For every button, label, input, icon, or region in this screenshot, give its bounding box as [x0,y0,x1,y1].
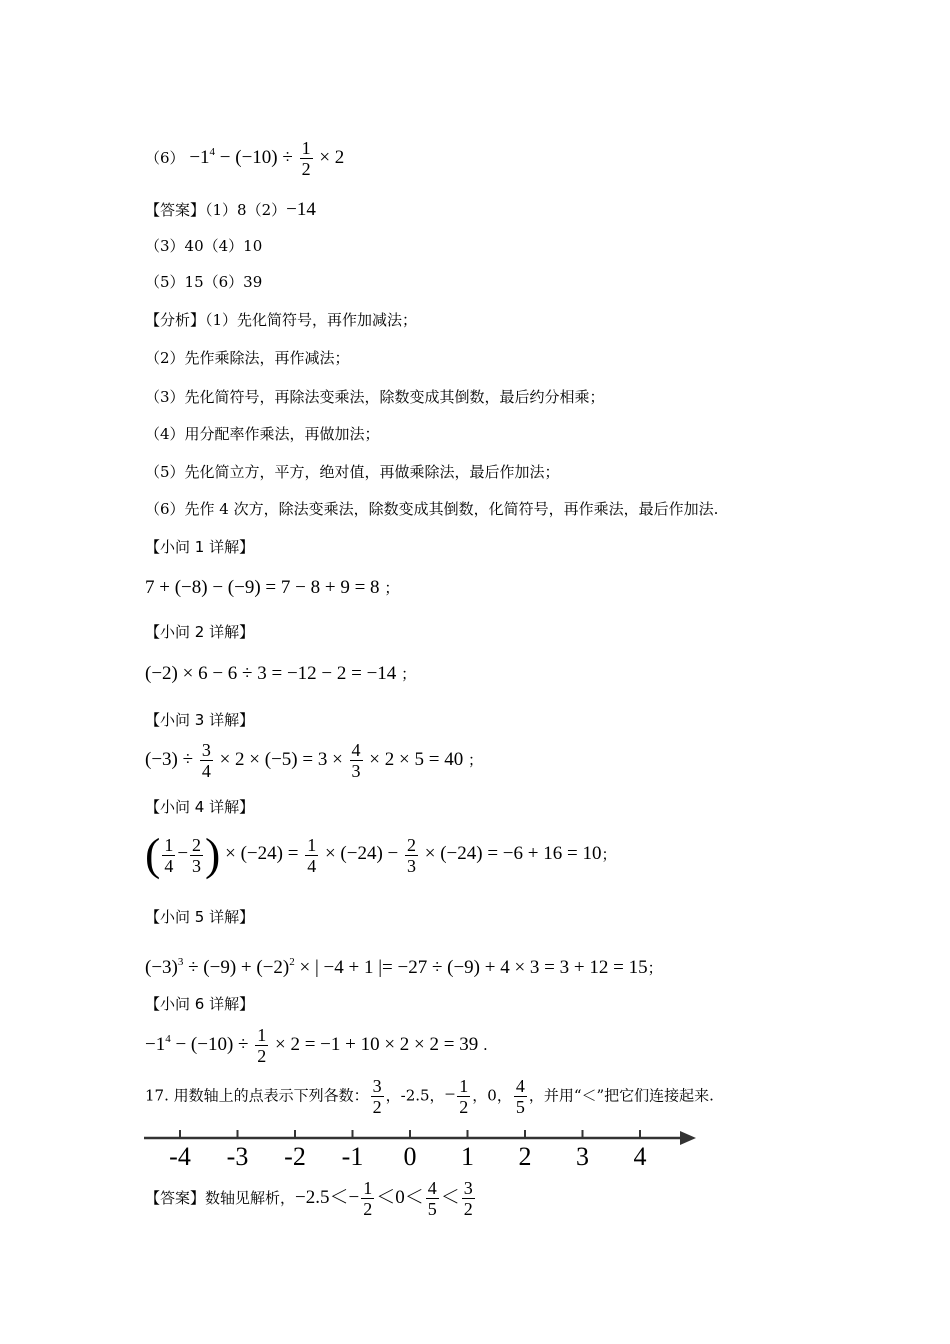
answer-line-1 [145,198,316,222]
analysis-item: （2）先作乘除法，再作减法； [145,349,350,367]
q17-answer: 【答案】数轴见解析，−2.5＜− $\frac{1}{2}$ ＜0＜ $\frac{4}{5}$ ＜ $\frac{3}{2}$ [145,1178,473,1219]
detail-title: 【小问 6 详解】 [145,995,255,1013]
punct: ； [601,845,617,864]
equation: (−2) × 6 − 6 ÷ 3 = −12 − 2 = −14 [145,663,397,684]
answer-line-2: （3）40（4）10 [145,237,263,255]
detail-title: 【小问 4 详解】 [145,798,255,816]
tick-label: 3 [576,1142,589,1171]
tick-label: 2 [518,1142,532,1171]
question-17: 17. 用数轴上的点表示下列各数： $\frac{3}{2}$ ，-2.5，− $\frac{1}{2}$ ，0， $\frac{4}{5}$ ，并用“＜”把它们连接起来. [145,1076,714,1117]
q17-sep: ，0， [472,1086,512,1105]
problem-6-expression: $-1^4 - (-10)$ ÷ $\frac{1}{2}$ × 2 [189,138,345,179]
problem-6 [145,138,344,179]
detail-5-equation: $(-3)^3 \div (-9) + (-2)^2$ × | −4 + 1 |= −27 ÷ (−9) + 4 × 3 = 3 + 12 = 15； [145,956,663,978]
tick-label: -4 [169,1142,191,1171]
q17-prefix: 17. 用数轴上的点表示下列各数： [145,1086,369,1105]
punct: ； [647,959,663,977]
tick-label: 1 [461,1142,474,1171]
analysis-item: （6）先作 4 次方，除法变乘法，除数变成其倒数，化简符号，再作乘法，最后作加法. [145,500,719,518]
punct: ； [467,750,483,769]
punct: . [483,1035,488,1054]
tick-label: -3 [226,1142,249,1171]
analysis-line-1 [145,308,417,332]
analysis-item: （5）先化简立方，平方，绝对值，再做乘除法，最后作加法； [145,463,560,481]
detail-2-equation [145,662,416,686]
answer-text: 数轴见解析， [205,1188,296,1207]
punct: ； [401,665,417,683]
axis-arrow [680,1131,696,1145]
tick-label: -1 [341,1142,364,1171]
detail-title: 【小问 3 详解】 [145,711,255,729]
answer-tag: 【答案】 [145,201,206,219]
detail-title: 【小问 5 详解】 [145,908,255,926]
detail-3-equation: (−3) ÷ $\frac{3}{4}$ × 2 × (−5) = 3 × $\frac{4}{3}$ × 2 × 5 = 40 ； [145,740,483,781]
answer-text-1: （1）8（2） [205,201,287,219]
analysis-item: （3）先化简符号，再除法变乘法，除数变成其倒数，最后约分相乘； [145,388,605,406]
detail-6-equation: $-1^4 - (-10)$ ÷ $\frac{1}{2}$ × 2 = −1 + 10 × 2 × 2 = 39 . [145,1025,488,1066]
q17-suffix: ，并用“＜”把它们连接起来. [528,1086,714,1105]
analysis-tag: 【分析】 [145,311,206,329]
equation: 7 + (−8) − (−9) = 7 − 8 + 9 = 8 [145,577,380,598]
tick-label: 0 [403,1142,417,1171]
punct: ； [384,579,400,597]
detail-4-equation: ( $\frac{1}{4}$ − $\frac{2}{3}$ ) × (−24) = $\frac{1}{4}$ × (−24) − $\frac{2}{3}$ × (−24) = −6 + 16 = 10； [145,829,617,880]
answer-tag: 【答案】 [145,1188,206,1207]
problem-6-label: （6） [145,148,185,167]
detail-title: 【小问 2 详解】 [145,623,255,641]
answer-line-3: （5）15（6）39 [145,273,263,291]
analysis-item: （4）用分配率作乘法，再做加法； [145,425,380,443]
analysis-item: （1）先化简符号，再作加减法； [205,311,418,329]
q17-sep: ，-2.5， [385,1086,445,1105]
detail-1-equation [145,576,399,600]
detail-title: 【小问 1 详解】 [145,538,255,556]
tick-label: 4 [633,1142,647,1171]
answer-value-2: −14 [286,199,316,220]
tick-label: -2 [284,1142,306,1171]
number-line [140,1120,700,1172]
